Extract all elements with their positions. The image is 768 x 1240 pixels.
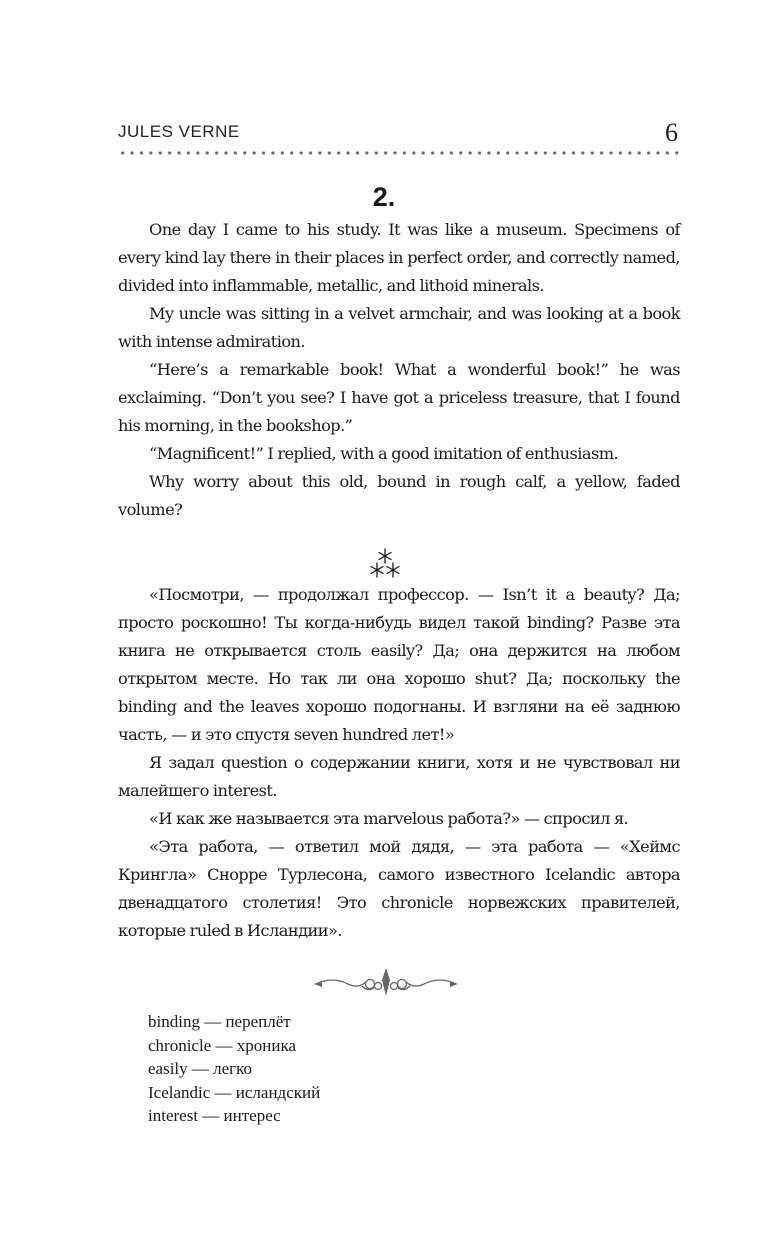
author-name: JULES VERNE xyxy=(118,122,240,141)
running-header xyxy=(118,118,680,148)
paragraph: Я задал question о содержании книги, хотя и не чувствовал ни малейшего interest. xyxy=(118,753,680,800)
russian-text xyxy=(118,581,680,945)
glossary-entry: easily — легко xyxy=(148,1059,253,1078)
glossary-entry: interest — интерес xyxy=(148,1106,281,1125)
paragraph: «И как же называется эта marvelous работа?» — спросил я. xyxy=(149,809,629,828)
glossary-entry: binding — переплёт xyxy=(148,1012,291,1031)
glossary-entry: chronicle — хроника xyxy=(148,1035,296,1055)
page-number: 6 xyxy=(665,118,678,147)
english-text xyxy=(118,216,680,524)
paragraph: “Here’s a remarkable book! What a wonderful book!” he was exclaiming. “Don’t you see? I have got a priceless treasure, that I found his morning, in the bookshop.” xyxy=(118,360,680,435)
ornament-divider-icon xyxy=(312,962,460,1002)
paragraph: «Эта работа, — ответил мой дядя, — эта работа — «Хеймс Крингла» Снорре Турлесона, самого известного Icelandic автора двенадцатого столетия! Это chronicle норвежских правителей, которые ruled в Исландии». xyxy=(118,837,680,940)
dotted-divider xyxy=(118,150,680,156)
paragraph: “Magnificent!” I replied, with a good imitation of enthusiasm. xyxy=(149,444,619,463)
glossary-entry: Icelandic — исландский xyxy=(148,1082,321,1102)
paragraph: «Посмотри, — продолжал профессор. — Isn’t it a beauty? Да; просто роскошно! Ты когда-нибудь видел такой binding? Разве эта книга не открывается столь easily? Да; она держится на любом открытом месте. Но так ли она хорошо shut? Да; поскольку the binding and the leaves хорошо подогнаны. И взгляни на её заднюю часть, — и это спустя seven hundred лет!» xyxy=(118,585,680,744)
paragraph: Why worry about this old, bound in rough calf, a yellow, faded volume? xyxy=(118,472,680,519)
asterism-icon xyxy=(340,545,430,581)
paragraph: My uncle was sitting in a velvet armchair, and was looking at a book with intense admiration. xyxy=(118,304,680,351)
paragraph: One day I came to his study. It was like a museum. Specimens of every kind lay there in their places in perfect order, and correctly named, divided into inflammable, metallic, and lithoid minerals. xyxy=(118,220,680,295)
glossary xyxy=(148,1010,548,1128)
chapter-number: 2. xyxy=(372,182,396,212)
